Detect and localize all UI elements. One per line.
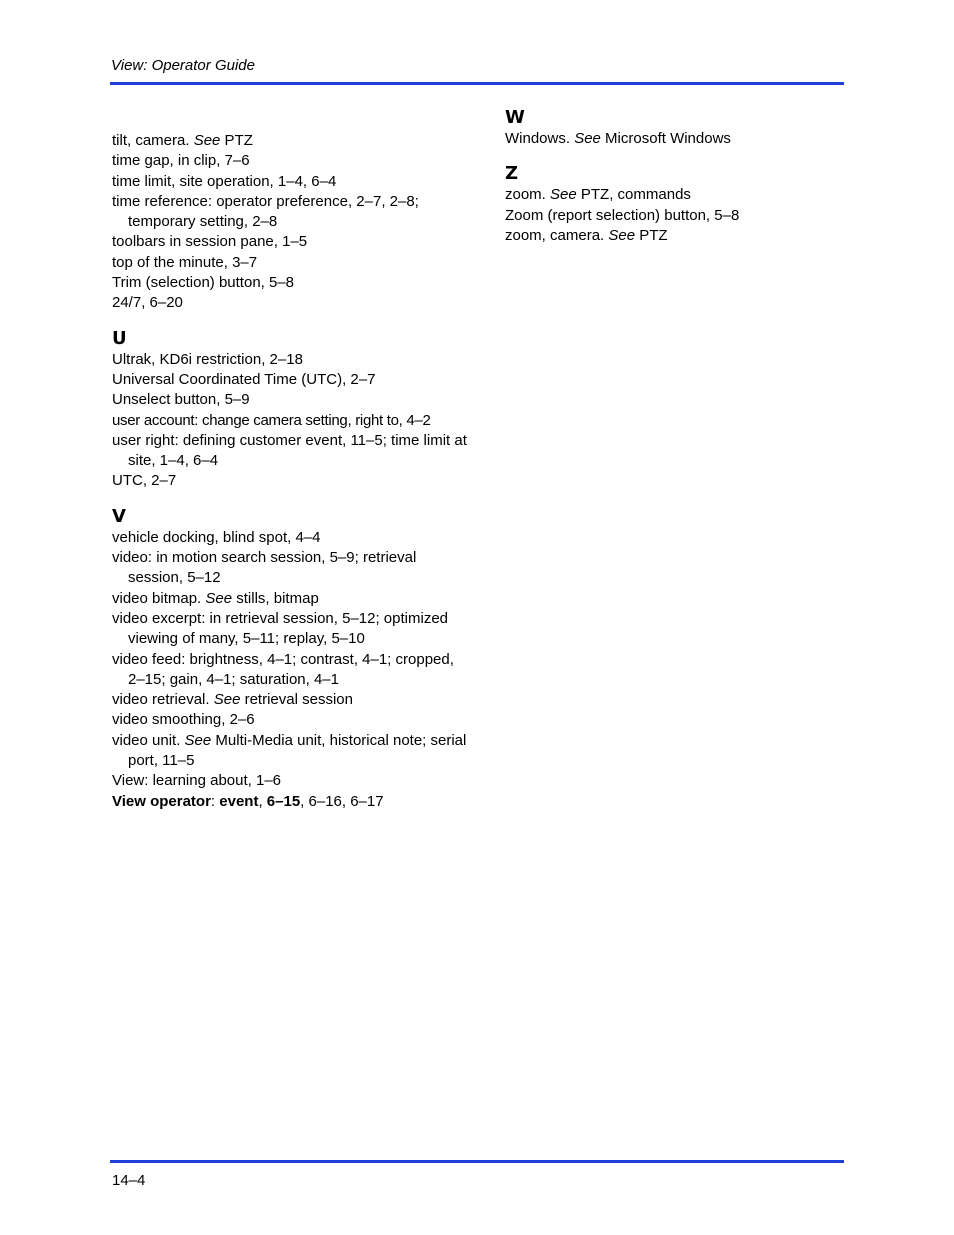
index-entry: Universal Coordinated Time (UTC), 2–7 xyxy=(112,370,376,388)
index-entry: Trim (selection) button, 5–8 xyxy=(112,274,295,292)
entry-separator: : xyxy=(210,792,220,810)
index-entry: user account: change camera setting, right to, 4–2 xyxy=(112,411,431,429)
index-entry: UTC, 2–7 xyxy=(112,472,177,490)
entry-text: Windows. xyxy=(505,130,575,147)
see-reference: See xyxy=(550,186,577,204)
entry-text: video retrieval. xyxy=(112,691,214,709)
entry-target: retrieval session xyxy=(240,691,353,709)
see-reference: See xyxy=(184,731,212,749)
entry-text: zoom. xyxy=(505,186,551,204)
index-entry: video excerpt: in retrieval session, 5–12; optimized viewing of many, 5–11; replay, 5–10 xyxy=(112,609,449,648)
see-reference: See xyxy=(574,130,601,147)
section-letter-z: Z xyxy=(505,163,519,185)
entry-text: zoom, camera. xyxy=(505,226,609,244)
index-entry: video smoothing, 2–6 xyxy=(112,711,255,729)
index-entry xyxy=(112,731,472,772)
entry-separator: , xyxy=(258,792,267,810)
index-entry: toolbars in session pane, 1–5 xyxy=(112,233,308,251)
index-entry: time limit, site operation, 1–4, 6–4 xyxy=(112,172,337,190)
index-section-t xyxy=(112,131,472,314)
footer-rule xyxy=(110,1160,844,1163)
entry-target: PTZ, commands xyxy=(576,186,691,204)
see-reference: See xyxy=(608,226,636,244)
entry-target: Microsoft Windows xyxy=(600,130,731,147)
entry-bold-page: 6–15 xyxy=(266,792,301,810)
index-entry xyxy=(112,131,472,151)
index-entry: 24/7, 6–20 xyxy=(112,294,183,312)
see-reference: See xyxy=(205,589,233,607)
index-entry xyxy=(112,690,472,710)
index-entry: Ultrak, KD6i restriction, 2–18 xyxy=(112,350,303,368)
index-entry-view-operator xyxy=(112,792,472,812)
section-letter-w: W xyxy=(505,107,525,128)
index-entry: video feed: brightness, 4–1; contrast, 4–1; cropped, 2–15; gain, 4–1; saturation, 4–1 xyxy=(112,650,454,688)
entry-text: video unit. xyxy=(112,731,185,749)
index-entry: time reference: operator preference, 2–7, 2–8; temporary setting, 2–8 xyxy=(112,192,419,231)
index-entry: top of the minute, 3–7 xyxy=(112,253,258,271)
index-entry xyxy=(505,226,835,246)
index-entry: Unselect button, 5–9 xyxy=(112,391,250,409)
entry-bold-term: event xyxy=(219,792,259,810)
index-left-column xyxy=(112,131,472,826)
index-entry xyxy=(505,129,835,149)
index-entry xyxy=(112,589,472,609)
entry-target: PTZ xyxy=(635,226,668,244)
index-right-column xyxy=(505,107,835,260)
section-letter-v: V xyxy=(112,505,126,527)
index-entry: user right: defining customer event, 11–5; time limit at site, 1–4, 6–4 xyxy=(112,431,467,470)
index-entry: video: in motion search session, 5–9; retrieval session, 5–12 xyxy=(112,549,417,587)
index-entry: Zoom (report selection) button, 5–8 xyxy=(505,206,740,224)
index-section-u xyxy=(112,328,472,492)
entry-text: video bitmap. xyxy=(112,589,206,607)
page-number: 14–4 xyxy=(112,1172,146,1189)
index-entry: vehicle docking, blind spot, 4–4 xyxy=(112,528,321,546)
entry-target: Multi-Media unit, historical note; serial port, 11–5 xyxy=(128,731,467,770)
page-header-title: View: Operator Guide xyxy=(111,57,255,74)
entry-target: stills, bitmap xyxy=(232,589,319,607)
header-rule xyxy=(110,82,844,85)
section-letter-u: U xyxy=(112,327,127,349)
see-reference: See xyxy=(193,132,221,149)
entry-target: PTZ xyxy=(220,132,253,149)
index-entry: View: learning about, 1–6 xyxy=(112,772,282,790)
see-reference: See xyxy=(213,691,241,709)
index-entry: time gap, in clip, 7–6 xyxy=(112,152,250,170)
index-section-v xyxy=(112,506,472,812)
index-entry xyxy=(505,185,835,205)
entry-bold-term: View operator xyxy=(112,792,211,810)
index-section-z xyxy=(505,163,835,246)
index-section-w xyxy=(505,107,835,149)
entry-text: tilt, camera. xyxy=(112,132,194,149)
entry-pages: , 6–16, 6–17 xyxy=(300,792,384,810)
